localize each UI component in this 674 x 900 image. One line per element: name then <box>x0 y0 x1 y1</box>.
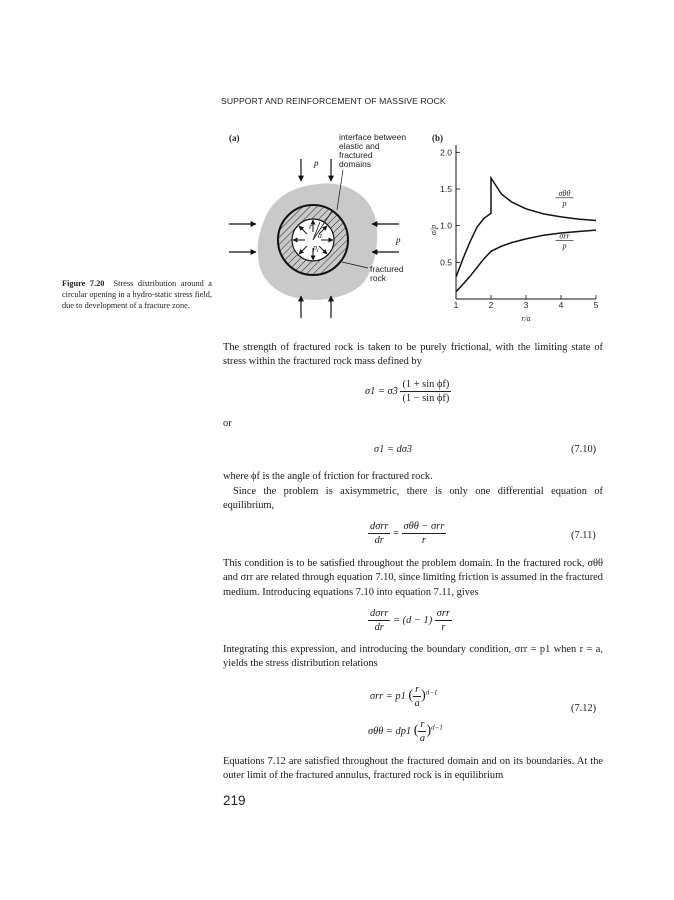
equation-7-12-number: (7.12) <box>571 703 597 714</box>
equation-differential: $\frac{\text{dσrr}}{dr}$ = (d − 1) $\frac{\text{σrr}}{r}$ <box>370 608 450 633</box>
equation-7-12a: σrr = p1 ( $\frac{r}{a}$ )$^{d-1}$ <box>370 684 438 709</box>
x-tick-label: 2 <box>488 300 494 310</box>
stress-chart <box>429 145 599 323</box>
equation-7-11: $\frac{\text{dσrr}}{dr}$ = $\frac{\text{σθθ − σrr}}{r}$ <box>370 521 445 546</box>
page-number: 219 <box>223 793 246 808</box>
series-line-sigma-rr <box>456 230 596 292</box>
equation-7-10-number: (7.10) <box>571 444 597 455</box>
equation-7-12b: σθθ = dp1 ( $\frac{r}{a}$ )$^{d-1}$ <box>368 719 443 744</box>
a-label: a <box>318 231 322 240</box>
equation-strength: σ1 = σ3 $\frac{\text{(1 + sin ϕf)}}{\text{(1 − sin ϕf)}}$ <box>365 379 450 404</box>
x-tick-label: 4 <box>558 300 564 310</box>
x-tick-label: 3 <box>523 300 529 310</box>
interface-label: interface between elastic and fractured domains <box>339 132 407 169</box>
series-label-denominator: p <box>562 241 567 251</box>
y-tick-label: 2.0 <box>440 147 452 158</box>
series-label-numerator: σθθ <box>558 188 571 198</box>
r-label: r <box>309 222 313 231</box>
paragraph-3: Since the problem is axisymmetric, there is only one differential equation of equilibrium, <box>223 486 603 512</box>
panel-a <box>229 132 408 318</box>
series-label-denominator: p <box>562 198 567 208</box>
paragraph-6: Equations 7.12 are satisfied throughout the fractured domain and on its boundaries. At the outer limit of the fractured annulus, fractured rock is in equilibrium <box>223 756 603 782</box>
panel-a-label: (a) <box>229 133 240 143</box>
equation-7-11-number: (7.11) <box>571 530 596 541</box>
equation-7-10: σ1 = dσ3 <box>374 444 413 455</box>
series-line-sigma-theta <box>456 178 596 277</box>
panel-b-label: (b) <box>432 133 443 143</box>
p-top-label: p <box>314 158 319 168</box>
caption-label: Figure 7.20 <box>62 279 105 288</box>
x-tick-label: 1 <box>453 300 459 310</box>
paragraph-4: This condition is to be satisfied throughout the problem domain. In the fractured rock, σθθ and σrr are related through equation 7.10, since limiting friction is assumed in the fractured medium. Introducing equations 7.10 into equation 7.11, gives <box>223 558 603 598</box>
word-or: or <box>223 418 232 429</box>
pi-label: $p_i$ <box>313 243 319 254</box>
panel-b <box>429 133 599 323</box>
series-label-numerator: σrr <box>559 231 570 241</box>
y-tick-label: 1.5 <box>440 184 452 194</box>
x-axis-label: r/a <box>521 314 531 323</box>
paragraph-5: Integrating this expression, and introducing the boundary condition, σrr = p1 when r = a, yields the stress distribution relations <box>223 644 603 670</box>
caption-text: Stress distribution around a circular opening in a hydro-static stress field, due to development of a fracture zone. <box>62 279 212 311</box>
y-tick-label: 0.5 <box>440 257 452 268</box>
y-axis-label: σ/p <box>429 224 438 236</box>
p-right-label: p <box>396 235 401 245</box>
figure-caption <box>62 278 212 311</box>
paragraph-1: The strength of fractured rock is taken to be purely frictional, with the limiting state of stress within the fractured rock mass defined by <box>223 342 603 368</box>
paragraph-2: where ϕf is the angle of friction for fractured rock. <box>223 471 433 482</box>
x-tick-label: 5 <box>593 300 599 310</box>
fractured-rock-label: fractured rock <box>370 264 404 283</box>
y-tick-label: 1.0 <box>440 220 452 231</box>
running-header: SUPPORT AND REINFORCEMENT OF MASSIVE ROCK <box>221 96 446 106</box>
